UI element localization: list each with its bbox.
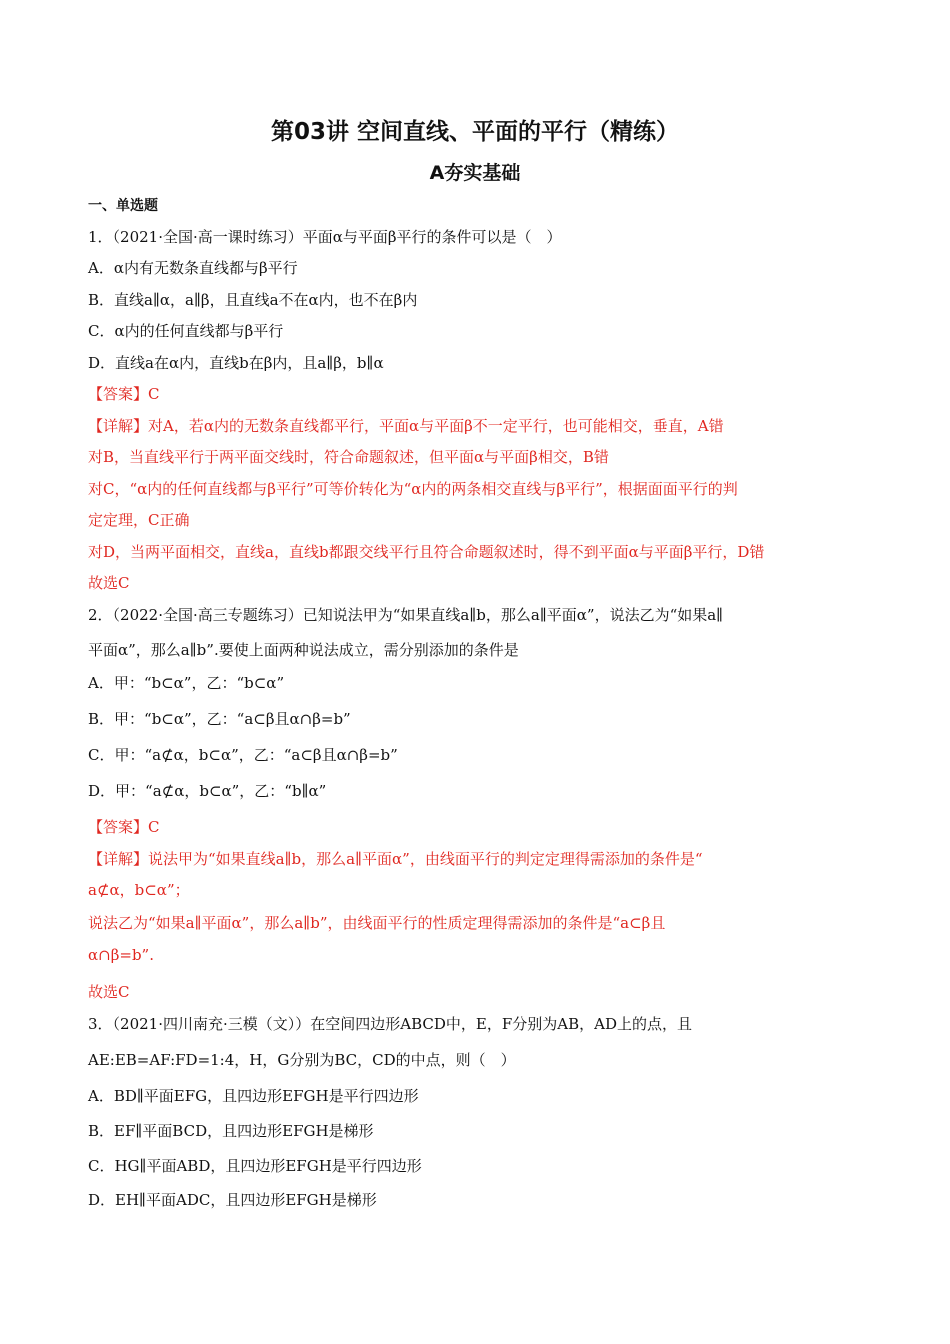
question-2-stem: 2．（2022·全国·高三专题练习）已知说法甲为“如果直线a∥b，那么a∥平面α”，说法乙为“如果a∥ xyxy=(88,606,724,624)
question-2-option-d: D．甲：“a⊄α，b⊂α”，乙：“b∥α” xyxy=(88,782,327,800)
question-1-option-a: A．α内有无数条直线都与β平行 xyxy=(88,259,298,277)
page-subtitle: A夯实基础 xyxy=(429,162,521,184)
question-3-option-d: D．EH∥平面ADC，且四边形EFGH是梯形 xyxy=(88,1191,377,1209)
page-title: 第03讲 空间直线、平面的平行（精练） xyxy=(270,119,679,145)
question-1-conclusion: 故选C xyxy=(88,574,130,592)
section-heading: 一、单选题 xyxy=(88,198,158,214)
question-3-option-b: B．EF∥平面BCD，且四边形EFGH是梯形 xyxy=(88,1122,374,1140)
question-1-explanation-line: 对B，当直线平行于两平面交线时，符合命题叙述，但平面α与平面β相交，B错 xyxy=(88,448,609,466)
question-2-explanation-line: a⊄α，b⊂α”； xyxy=(88,881,190,899)
question-1-explanation-line: 定定理，C正确 xyxy=(88,511,190,529)
question-3-option-c: C．HG∥平面ABD，且四边形EFGH是平行四边形 xyxy=(88,1157,422,1175)
question-2-explanation-line: 说法乙为“如果a∥平面α”，那么a∥b”，由线面平行的性质定理得需添加的条件是“a⊂β且 xyxy=(88,914,666,932)
question-1-stem: 1．（2021·全国·高一课时练习）平面α与平面β平行的条件可以是（ ） xyxy=(88,228,562,246)
question-1-explanation-line: 对D，当两平面相交，直线a，直线b都跟交线平行且符合命题叙述时，得不到平面α与平面β平行，D错 xyxy=(88,543,765,561)
question-2-conclusion: 故选C xyxy=(88,983,130,1001)
question-2-explanation-line: 【详解】说法甲为“如果直线a∥b，那么a∥平面α”，由线面平行的判定定理得需添加的条件是“ xyxy=(88,850,703,868)
question-2-option-c: C．甲：“a⊄α，b⊂α”，乙：“a⊂β且α∩β=b” xyxy=(88,746,398,764)
question-3-stem: 3．（2021·四川南充·三模（文））在空间四边形ABCD中，E，F分别为AB，AD上的点，且 xyxy=(88,1015,692,1033)
question-2-explanation-line: α∩β=b”. xyxy=(88,946,154,964)
question-3-stem: AE:EB=AF:FD=1:4，H，G分别为BC，CD的中点，则（ ） xyxy=(88,1051,516,1069)
question-1-option-d: D．直线a在α内，直线b在β内，且a∥β，b∥α xyxy=(88,354,384,372)
question-2-answer: 【答案】C xyxy=(88,818,160,836)
question-3-option-a: A．BD∥平面EFG，且四边形EFGH是平行四边形 xyxy=(88,1087,419,1105)
question-1-option-b: B．直线a∥α，a∥β，且直线a不在α内，也不在β内 xyxy=(88,291,418,309)
question-1-option-c: C．α内的任何直线都与β平行 xyxy=(88,322,284,340)
question-1-explanation-line: 对C，“α内的任何直线都与β平行”可等价转化为“α内的两条相交直线与β平行”，根据面面平行的判 xyxy=(88,480,738,498)
question-2-stem: 平面α”，那么a∥b”.要使上面两种说法成立，需分别添加的条件是 xyxy=(88,641,519,659)
question-2-option-b: B．甲：“b⊂α”，乙：“a⊂β且α∩β=b” xyxy=(88,710,351,728)
question-1-answer: 【答案】C xyxy=(88,385,160,403)
question-2-option-a: A．甲：“b⊂α”，乙：“b⊂α” xyxy=(88,674,285,692)
question-1-explanation-line: 【详解】对A，若α内的无数条直线都平行，平面α与平面β不一定平行，也可能相交，垂直，A错 xyxy=(88,417,724,435)
